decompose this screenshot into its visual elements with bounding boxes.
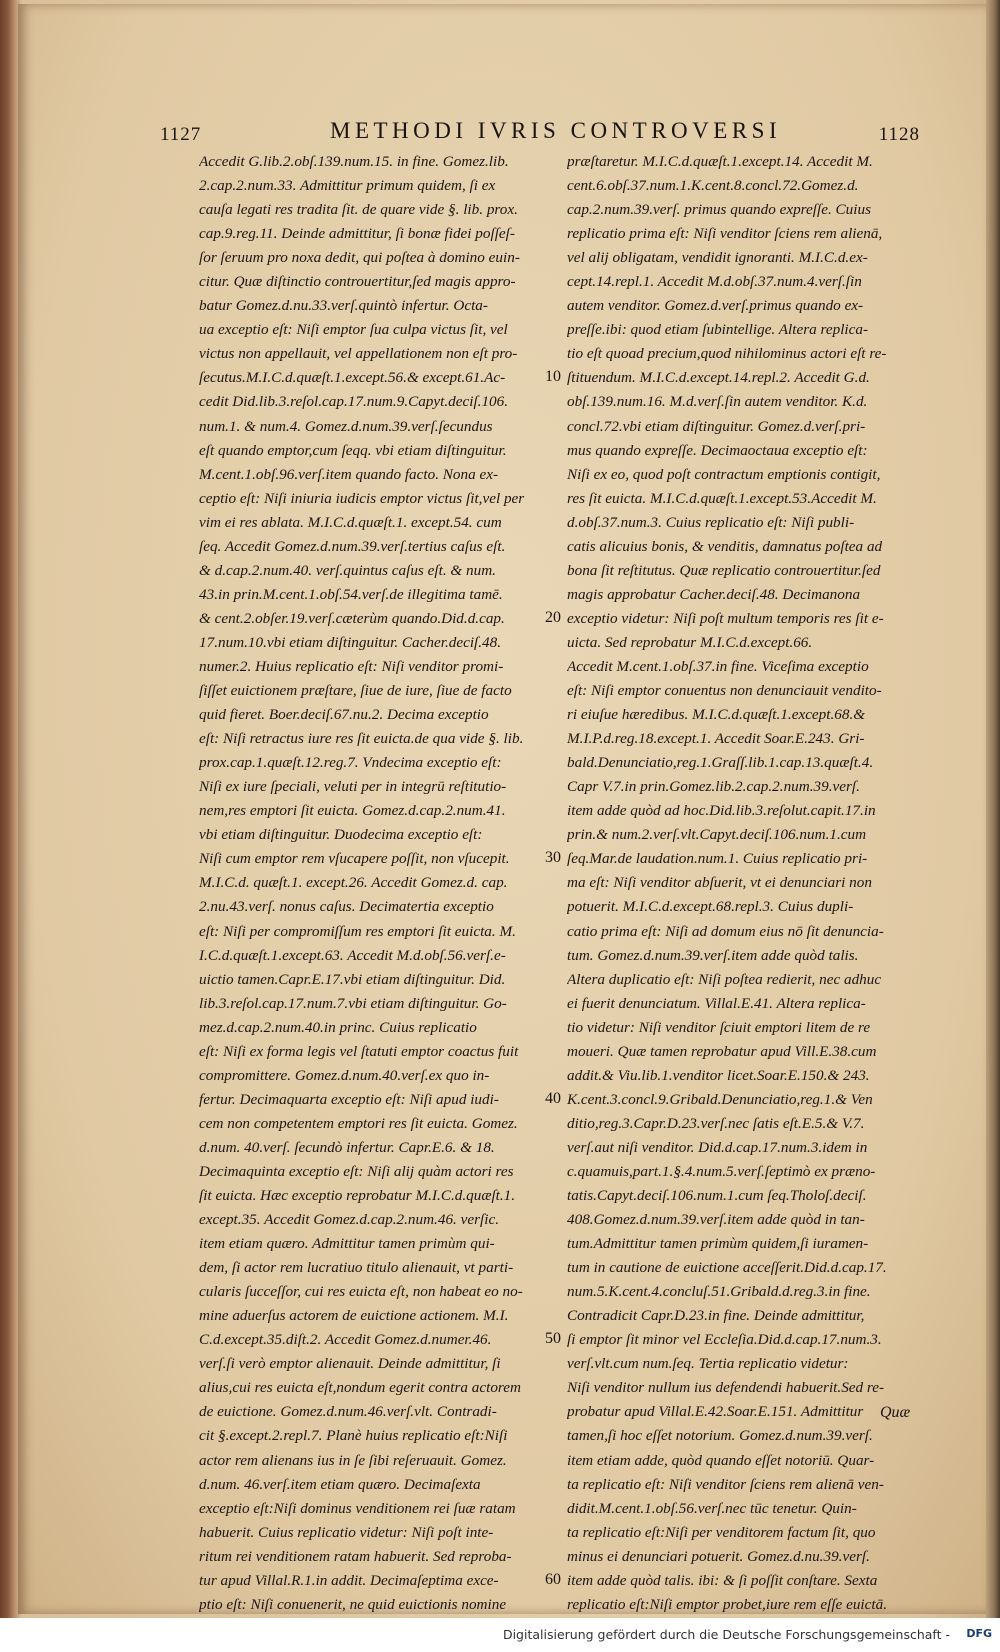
text-line: cit §.except.2.repl.7. Planè huius replicatio eſt:Niſi	[199, 1427, 508, 1445]
text-line: replicatio prima eſt: Niſi venditor ſciens rem alienā,	[567, 225, 883, 243]
text-line: c.quamuis,part.1.§.4.num.5.verſ.ſeptimò ex præno-	[567, 1162, 876, 1180]
text-line: exceptio videtur: Niſi poſt multum temporis res ſit e-	[567, 609, 884, 627]
text-line: compromittere. Gomez.d.num.40.verſ.ex quo in-	[199, 1066, 490, 1084]
line-number: 50	[545, 1330, 561, 1348]
text-line: uictio tamen.Capr.E.17.vbi etiam diſtinguitur. Did.	[199, 970, 506, 988]
text-line: lib.3.reſol.cap.17.num.7.vbi etiam diſtinguitur. Go-	[199, 994, 507, 1012]
page-number-right: 1128	[878, 124, 920, 145]
catchword: Quæ	[880, 1404, 911, 1421]
text-line: ei fuerit denunciatum. Villal.E.41. Altera replica-	[567, 994, 866, 1012]
text-line: num.5.K.cent.4.concluſ.51.Gribald.d.reg.3.in fine.	[567, 1283, 871, 1301]
text-line: Contradicit Capr.D.23.in fine. Deinde admittitur,	[567, 1307, 865, 1325]
text-line: 408.Gomez.d.num.39.verſ.item adde quòd in tan-	[567, 1211, 865, 1229]
text-line: C.d.except.35.diſt.2. Accedit Gomez.d.numer.46.	[199, 1331, 492, 1349]
text-line: minus ei denunciari potuerit. Gomez.d.nu.39.verſ.	[567, 1547, 870, 1565]
text-line: victus non appellauit, vel appellationem non eſt pro-	[199, 345, 518, 363]
text-line: habuerit. Cuius replicatio videtur: Niſi poſt inte-	[199, 1523, 494, 1541]
text-line: vbi etiam diſtinguitur. Duodecima exceptio eſt:	[199, 826, 483, 844]
text-line: tur apud Villal.R.1.in addit. Decimaſeptima exce-	[199, 1571, 499, 1589]
text-line: 2.cap.2.num.33. Admittitur primum quidem, ſi ex	[199, 177, 496, 195]
text-line: 17.num.10.vbi etiam diſtinguitur. Cacher.deciſ.48.	[199, 633, 502, 651]
text-line: ſor ſeruum pro noxa dedit, qui poſtea à domino euin-	[199, 249, 520, 267]
text-line: mez.d.cap.2.num.40.in princ. Cuius replicatio	[199, 1018, 477, 1036]
page-edge	[986, 0, 1000, 1618]
text-line: tio eſt quoad precium,quod nihilominus actori eſt re-	[567, 345, 887, 363]
text-line: potuerit. M.I.C.d.except.68.repl.3. Cuius dupli-	[567, 898, 854, 916]
text-line: ſiſſet euictionem præſtare, ſiue de iure, ſiue de facto	[199, 682, 512, 700]
text-line: vim ei res ablata. M.I.C.d.quæſt.1. except.54. cum	[199, 513, 502, 531]
text-line: tum. Gomez.d.num.39.verſ.item adde quòd talis.	[567, 946, 859, 964]
text-line: bald.Denunciatio,reg.1.Graſſ.lib.1.cap.13.quæſt.4.	[567, 754, 874, 772]
text-line: probatur apud Villal.E.42.Soar.E.151. Admittitur	[567, 1403, 864, 1421]
text-line: eſt: Niſi ex forma legis vel ſtatuti emptor coactus fuit	[199, 1042, 519, 1060]
text-line: Niſi cum emptor rem vſucapere poſſit, non vſucepit.	[199, 850, 510, 868]
text-line: quid fieret. Boer.deciſ.67.nu.2. Decima exceptio	[199, 706, 489, 724]
text-line: cularis ſucceſſor, cui res euicta eſt, non habeat eo no-	[199, 1283, 523, 1301]
text-line: K.cent.3.concl.9.Gribald.Denunciatio,reg.1.& Ven	[567, 1090, 873, 1108]
text-line: item adde quòd talis. ibi: & ſi poſſit conſtare. Sexta	[567, 1571, 878, 1589]
line-number: 40	[545, 1089, 561, 1107]
text-line: verſ.ſi verò emptor alienauit. Deinde admittitur, ſi	[199, 1355, 501, 1373]
text-line: obſ.139.num.16. M.d.verſ.ſin autem venditor. K.d.	[567, 393, 868, 411]
text-line: & cent.2.obſer.19.verſ.cæterùm quando.Did.d.cap.	[199, 609, 505, 627]
text-line: Accedit G.lib.2.obſ.139.num.15. in fine. Gomez.lib.	[199, 153, 509, 170]
text-line: item etiam quæro. Admittitur tamen primùm qui-	[199, 1235, 495, 1253]
right-text-column	[567, 150, 915, 1617]
text-line: eſt quando emptor,cum ſeqq. vbi etiam diſtinguitur.	[199, 441, 507, 459]
running-title: METHODI IVRIS CONTROVERSI	[330, 118, 782, 143]
text-line: ſtituendum. M.I.C.d.except.14.repl.2. Accedit G.d.	[567, 369, 870, 387]
text-line: d.obſ.37.num.3. Cuius replicatio eſt: Niſi publi-	[567, 513, 855, 531]
text-line: tatis.Capyt.deciſ.106.num.1.cum ſeq.Tholoſ.deciſ.	[567, 1187, 867, 1205]
text-line: eſt: Niſi emptor conuentus non denunciauit vendito-	[567, 682, 882, 700]
text-line: replicatio eſt:Niſi emptor probet,iure rem eſſe euictā.	[567, 1595, 887, 1613]
text-line: catio prima eſt: Niſi ad domum eius nō ſit denuncia-	[567, 922, 884, 940]
text-line: ta replicatio eſt:Niſi per venditorem factum ſit, quo	[567, 1523, 876, 1541]
text-line: cap.2.num.39.verſ. primus quando expreſſe. Cuius	[567, 201, 871, 219]
text-line: ceptio eſt: Niſi iniuria iudicis emptor victus ſit,vel per	[199, 489, 525, 507]
text-line: ſit euicta. Hæc exceptio reprobatur M.I.C.d.quæſt.1.	[199, 1187, 516, 1205]
text-line: ptio eſt: Niſi conuenerit, ne quid euictionis nomine	[199, 1595, 507, 1613]
text-line: ſeq. Accedit Gomez.d.num.39.verſ.tertius caſus eſt.	[199, 537, 506, 555]
text-line: num.1. & num.4. Gomez.d.num.39.verſ.ſecundus	[199, 417, 493, 435]
text-line: ditio,reg.3.Capr.D.23.verſ.nec ſatis eſt.E.5.& V.7.	[567, 1114, 865, 1132]
text-line: Niſi ex iure ſpeciali, veluti per in integrū reſtitutio-	[199, 778, 507, 796]
text-line: bona ſit reſtitutus. Quæ replicatio controuertitur.ſed	[567, 561, 881, 579]
text-line: cauſa legati res tradita ſit. de quare vide §. lib. prox.	[199, 201, 518, 219]
text-line: fertur. Decimaquarta exceptio eſt: Niſi apud iudi-	[199, 1090, 499, 1108]
text-line: magis approbatur Cacher.deciſ.48. Decimanona	[567, 585, 861, 603]
text-line: except.35. Accedit Gomez.d.cap.2.num.46. verſic.	[199, 1211, 499, 1229]
text-line: ma eſt: Niſi venditor abſuerit, vt ei denunciari non	[567, 874, 872, 892]
text-line: mus quando expreſſe. Decimaoctaua exceptio eſt:	[567, 441, 868, 459]
text-line: Decimaquinta exceptio eſt: Niſi alij quàm actori res	[199, 1162, 514, 1180]
text-line: I.C.d.quæſt.1.except.63. Accedit M.d.obſ.56.verſ.e-	[199, 946, 506, 964]
text-line: d.num. 46.verſ.item etiam quæro. Decimaſexta	[199, 1475, 481, 1493]
text-line: cept.14.repl.1. Accedit M.d.obſ.37.num.4.verſ.ſin	[567, 273, 862, 291]
text-line: 43.in prin.M.cent.1.obſ.54.verſ.de illegitima tamē.	[199, 585, 503, 603]
text-line: vel alij obligatam, vendidit ignoranti. M.I.C.d.ex-	[567, 249, 868, 267]
text-line: de euictione. Gomez.d.num.46.verſ.vlt. Contradi-	[199, 1403, 497, 1421]
text-line: cem non competentem emptori res ſit euicta. Gomez.	[199, 1114, 518, 1132]
text-line: Niſi venditor nullum ius defendendi habuerit.Sed re-	[567, 1379, 885, 1397]
left-text-column	[199, 150, 545, 1617]
text-line: moueri. Quæ tamen reprobatur apud Vill.E.38.cum	[567, 1042, 877, 1060]
text-line: ta replicatio eſt: Niſi venditor ſciens rem alienā ven-	[567, 1475, 884, 1493]
text-line: præſtaretur. M.I.C.d.quæſt.1.except.14. Accedit M.	[567, 153, 873, 170]
text-line: didit.M.cent.1.obſ.56.verſ.nec tūc tenetur. Quin-	[567, 1499, 857, 1517]
text-line: actor rem alienans ius in ſe ſibi reſeruauit. Gomez.	[199, 1451, 507, 1469]
text-line: dem, ſi actor rem lucratiuo titulo alienauit, vt parti-	[199, 1259, 514, 1277]
text-line: cedit Did.lib.3.reſol.cap.17.num.9.Capyt.deciſ.106.	[199, 393, 509, 411]
text-line: Niſi ex eo, quod poſt contractum emptionis contigit,	[567, 465, 881, 483]
line-number: 30	[545, 849, 561, 867]
text-line: M.I.P.d.reg.18.except.1. Accedit Soar.E.243. Gri-	[567, 730, 865, 748]
text-line: cent.6.obſ.37.num.1.K.cent.8.concl.72.Gomez.d.	[567, 177, 859, 195]
text-line: preſſe.ibi: quod etiam ſubintellige. Altera replica-	[567, 321, 869, 339]
page-header	[160, 118, 920, 148]
text-line: Capr V.7.in prin.Gomez.lib.2.cap.2.num.39.verſ.	[567, 778, 860, 796]
text-line: tio videtur: Niſi venditor ſciuit emptori litem de re	[567, 1018, 871, 1036]
text-line: citur. Quæ diſtinctio controuertitur,ſed magis appro-	[199, 273, 516, 291]
text-line: concl.72.vbi etiam diſtinguitur. Gomez.d.verſ.pri-	[567, 417, 866, 435]
text-line: mine aduerſus actorem de euictione actionem. M.I.	[199, 1307, 509, 1325]
text-line: tum in cautione de euictione acceſſerit.Did.d.cap.17.	[567, 1259, 887, 1277]
text-line: 2.nu.43.verſ. nonus caſus. Decimatertia exceptio	[199, 898, 494, 916]
text-line: numer.2. Huius replicatio eſt: Niſi venditor promi-	[199, 657, 504, 675]
digitization-footer	[0, 1618, 1000, 1652]
text-line: res ſit euicta. M.I.C.d.quæſt.1.except.53.Accedit M.	[567, 489, 877, 507]
text-line: autem venditor. Gomez.d.verſ.primus quando ex-	[567, 297, 864, 315]
text-line: ri eiuſue hæredibus. M.I.C.d.quæſt.1.except.68.&	[567, 706, 866, 724]
text-line: item etiam adde, quòd quando eſſet notoriū. Quar-	[567, 1451, 875, 1469]
line-number: 60	[545, 1570, 561, 1588]
text-line: tamen,ſi hoc eſſet notorium. Gomez.d.num.39.verſ.	[567, 1427, 873, 1445]
line-number: 10	[545, 368, 561, 386]
text-line: nem,res emptori ſit euicta. Gomez.d.cap.2.num.41.	[199, 802, 506, 820]
text-line: Accedit M.cent.1.obſ.37.in fine. Viceſima exceptio	[567, 657, 869, 675]
text-line: M.I.C.d. quæſt.1. except.26. Accedit Gomez.d. cap.	[199, 874, 508, 892]
text-line: ſecutus.M.I.C.d.quæſt.1.except.56.& except.61.Ac-	[199, 369, 506, 387]
text-line: tum.Admittitur tamen primùm quidem,ſi iuramen-	[567, 1235, 869, 1253]
text-line: batur Gomez.d.nu.33.verſ.quintò infertur. Octa-	[199, 297, 488, 315]
page-number-left: 1127	[160, 124, 202, 145]
funding-notice: Digitalisierung gefördert durch die Deutsche Forschungsgemeinschaft -	[502, 1627, 950, 1642]
text-line: ſeq.Mar.de laudation.num.1. Cuius replicatio pri-	[567, 850, 868, 868]
text-line: prin.& num.2.verſ.vlt.Capyt.deciſ.106.num.1.cum	[567, 826, 867, 844]
text-line: d.num. 40.verſ. ſecundò infertur. Capr.E.6. & 18.	[199, 1138, 495, 1156]
line-number: 20	[545, 608, 561, 626]
text-line: alius,cui res euicta eſt,nondum egerit contra actorem	[199, 1379, 521, 1397]
text-line: prox.cap.1.quæſt.12.reg.7. Vndecima exceptio eſt:	[199, 754, 502, 772]
text-line: & d.cap.2.num.40. verſ.quintus caſus eſt. & num.	[199, 561, 496, 579]
text-line: verſ.vlt.cum num.ſeq. Tertia replicatio videtur:	[567, 1355, 849, 1373]
dfg-logo: DFG	[966, 1627, 992, 1640]
text-line: catis alicuius bonis, & venditis, damnatus poſtea ad	[567, 537, 883, 555]
text-line: exceptio eſt:Niſi dominus venditionem rei ſuæ ratam	[199, 1499, 516, 1517]
text-line: Altera duplicatio eſt: Niſi poſtea redierit, nec adhuc	[567, 970, 882, 988]
text-line: ſi emptor ſit minor vel Eccleſia.Did.d.cap.17.num.3.	[567, 1331, 882, 1349]
text-line: cap.9.reg.11. Deinde admittitur, ſi bonæ fidei poſſeſ-	[199, 225, 515, 243]
text-line: verſ.aut niſi venditor. Did.d.cap.17.num.3.idem in	[567, 1138, 868, 1156]
text-line: eſt: Niſi per compromiſſum res emptori ſit euicta. M.	[199, 922, 516, 940]
text-line: uicta. Sed reprobatur M.I.C.d.except.66.	[567, 633, 813, 651]
text-line: ua exceptio eſt: Niſi emptor ſua culpa victus ſit, vel	[199, 321, 508, 339]
text-line: item adde quòd ad hoc.Did.lib.3.reſolut.capit.17.in	[567, 802, 876, 820]
text-line: addit.& Viu.lib.1.venditor licet.Soar.E.150.& 243.	[567, 1066, 870, 1084]
text-line: eſt: Niſi retractus iure res ſit euicta.de qua vide §. lib.	[199, 730, 524, 748]
text-line: ritum rei venditionem ratam habuerit. Sed reproba-	[199, 1547, 512, 1565]
text-line: M.cent.1.obſ.96.verſ.item quando facto. Nona ex-	[199, 465, 499, 483]
